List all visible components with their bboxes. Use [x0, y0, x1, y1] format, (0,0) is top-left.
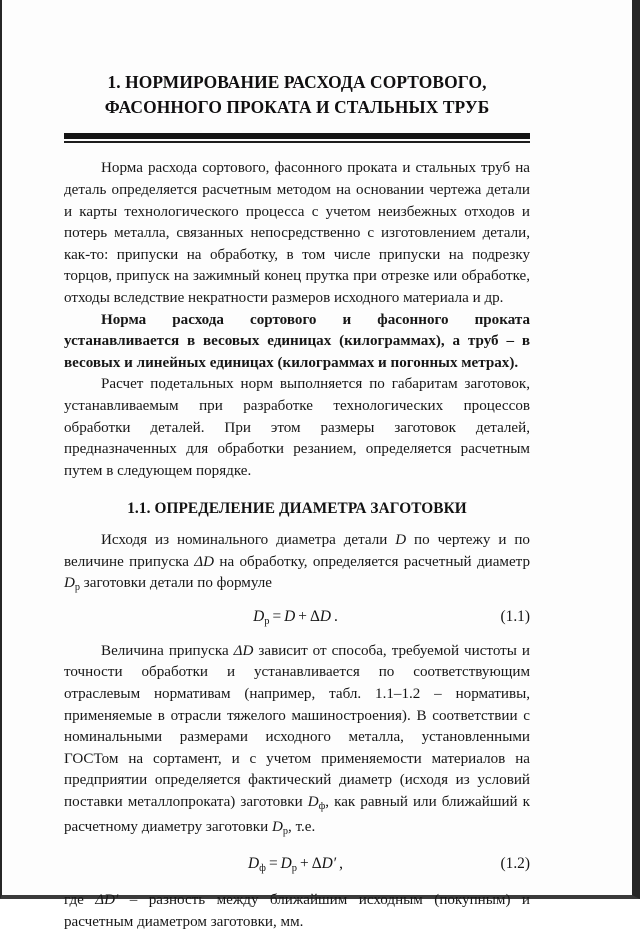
formula-1-2-lhs-sub: ф [259, 862, 266, 874]
math-var-d: D [395, 532, 407, 549]
paragraph-6-prefix: где [64, 891, 96, 908]
formula-1-2-rhs-var2: D [321, 854, 333, 872]
formula-1-1-plus: + [298, 607, 307, 625]
formula-1-1-number: (1.1) [500, 607, 530, 625]
formula-1-2-terminator: , [339, 854, 343, 872]
chapter-title-line-2: ФАСОННОГО ПРОКАТА И СТАЛЬНЫХ ТРУБ [104, 96, 490, 117]
paragraph-5-prefix: Величина припуска [101, 642, 234, 659]
formula-1-2-rhs-var1-base: D [280, 854, 292, 872]
chapter-title-line-1: 1. НОРМИРОВАНИЕ РАСХОДА СОРТОВОГО, [107, 72, 487, 92]
math-var-delta-d-prime: ΔD′ [95, 891, 119, 908]
formula-1-1-delta: Δ [309, 607, 320, 625]
paragraph-1: Норма расхода сортового, фасонного проката и стальных труб на деталь определяется расчетным методом на основании чертежа детали и карты технологического процесса с учетом неизбежных отходов и потерь металла, связанных непосредственно с изготовлением детали, как-то: припуски на обработку, в том числе припуски на подрезку торцов, припуск на зажимный конец прутка при отрезке или обработке, отходы вследствие некратности размеров исходного материала и др. [64, 160, 530, 306]
formula-1-1-lhs [253, 608, 269, 625]
math-var-delta-d: ΔD [194, 553, 215, 570]
math-var-d-raschet-2-base: D [271, 819, 283, 836]
formula-1-2-equals: = [268, 854, 278, 872]
formula-1-2-body [64, 855, 530, 874]
formula-1-1-equals: = [272, 607, 282, 625]
paragraph-6 [64, 890, 530, 933]
math-var-d-raschet [64, 575, 81, 594]
paragraph-3: Расчет подетальных норм выполняется по габаритам заготовок, устанавливаемым при разработке технологических процессов обработки деталей. При этом размеры заготовок деталей, предназначенных для обработки резанием, определяется расчетным путем в следующем порядке. [64, 376, 530, 479]
formula-1-2-prime: ′ [332, 854, 337, 872]
formula-1-2-lhs [248, 855, 266, 872]
formula-1-1-lhs-sub: р [264, 615, 270, 627]
formula-1-2-number: (1.2) [500, 854, 530, 872]
paragraph-4-suffix: заготовки детали по формуле [80, 575, 272, 592]
formula-1-1 [64, 608, 530, 632]
paragraph-6-body: – разность между ближайшим исходным (покупным) и расчетным диаметром заготовки, мм. [64, 891, 530, 930]
paragraph-5 [64, 641, 530, 843]
formula-1-1-rhs-var1: D [284, 607, 296, 625]
math-sub-r-2: р [282, 826, 289, 838]
section-heading-1-1: 1.1. ОПРЕДЕЛЕНИЕ ДИАМЕТРА ЗАГОТОВКИ [127, 500, 467, 518]
page-title [64, 0, 530, 119]
math-sub-r: р [74, 582, 81, 594]
paragraph-4-prefix: Исходя из номинального диаметра детали [101, 532, 396, 549]
formula-1-2 [64, 855, 530, 879]
formula-1-2-rhs-sub1: р [291, 862, 297, 874]
paragraph-2-bold: Норма расхода сортового и фасонного проката устанавливается в весовых единицах (килограммах), а труб – в весовых и линейных единицах (килограммах и погонных метрах). [64, 311, 530, 371]
math-sub-f: ф [318, 800, 326, 812]
math-var-delta-d-2: ΔD [233, 642, 254, 659]
formula-1-1-body [64, 608, 530, 627]
formula-1-1-lhs-var: D [253, 607, 265, 625]
paragraph-4-mid: по чертежу и по величине припуска [64, 532, 530, 570]
paragraph-5-body: зависит от способа, требуемой чистоты и точности обработки и устанавливается по соответствующим отраслевым нормативам (например, табл. 1.1–1.2 – нормативы, применяемые в отрасли тяжелого машиностроения). В соответствии с номинальными размерами исходного металла, установленными ГОСТом на сортамент, и с учетом применяемости материалов на предприятии определяется фактический диаметр (исходя из условий поставки металлопроката) заготовки [64, 642, 530, 810]
math-var-d-fact-base: D [307, 794, 319, 810]
formula-1-2-lhs-var: D [248, 854, 260, 872]
page-content [64, 0, 530, 933]
math-var-d-fact [308, 794, 326, 810]
paragraph-4-mid2: на обработку, определяется расчетный диаметр [214, 553, 530, 570]
paragraph-4 [64, 530, 530, 599]
math-var-d-base: D [64, 575, 75, 592]
title-divider [64, 133, 530, 143]
formula-1-2-rhs-var1 [281, 855, 297, 872]
paragraph-5-end: , т.е. [288, 819, 316, 836]
formula-1-2-plus: + [300, 854, 309, 872]
formula-1-2-delta: Δ [311, 854, 322, 872]
paragraph-5-tail: , как равный или ближайший к расчетному диаметру заготовки [64, 794, 530, 836]
divider-thin-rule [64, 141, 530, 143]
formula-1-1-rhs-var2: D [319, 607, 332, 625]
math-var-d-raschet-2 [271, 819, 289, 838]
formula-1-1-terminator: . [334, 607, 338, 625]
